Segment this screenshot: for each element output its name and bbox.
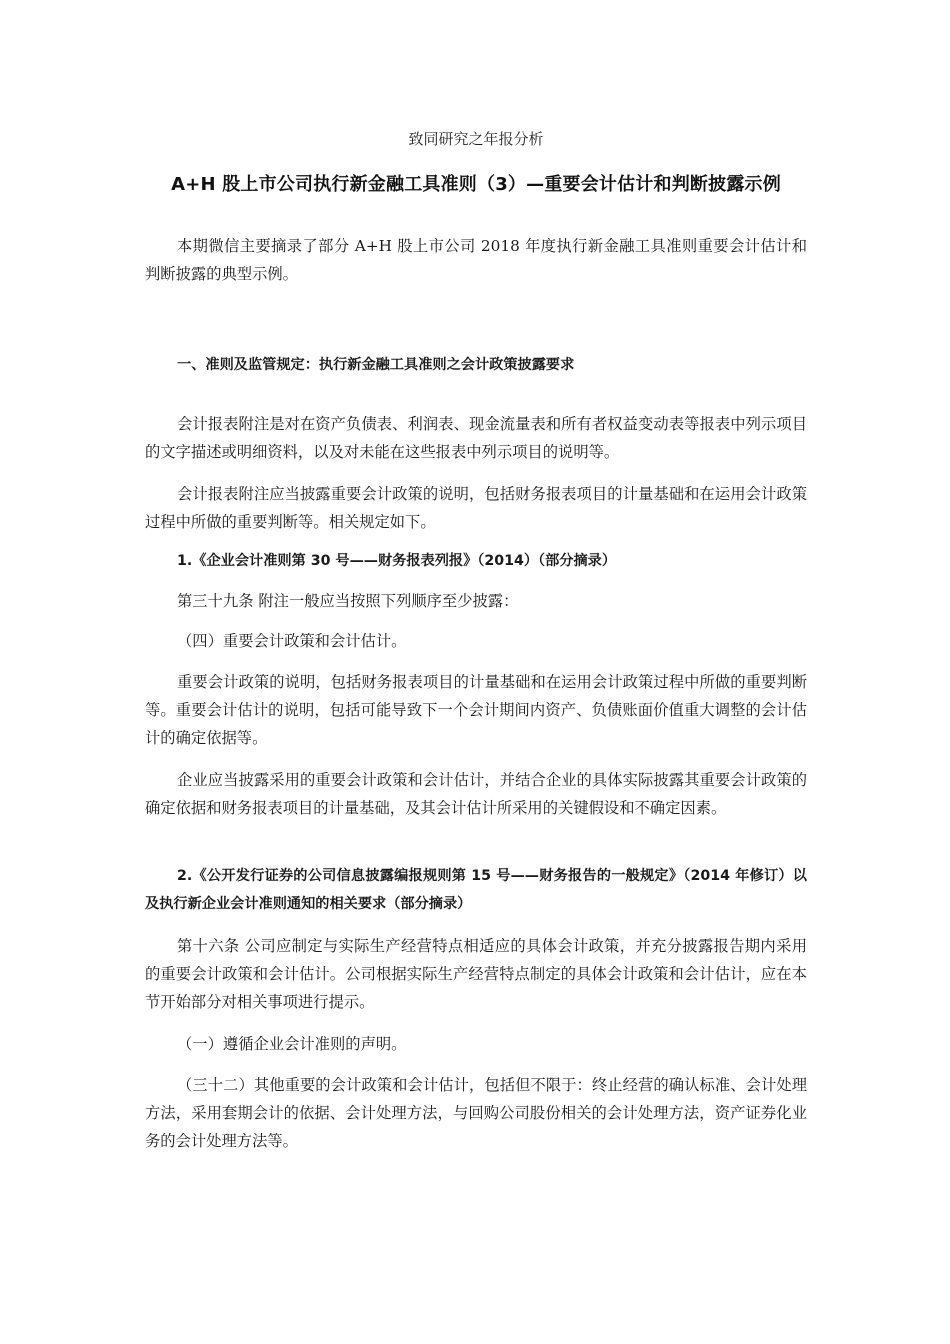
rule1-item: （四）重要会计政策和会计估计。 bbox=[177, 632, 407, 650]
rule2-article-block bbox=[145, 932, 807, 1016]
rule1-item-block bbox=[145, 627, 807, 655]
rule1-para2-block bbox=[145, 766, 807, 822]
section1-heading: 一、准则及监管规定：执行新金融工具准则之会计政策披露要求 bbox=[177, 357, 575, 373]
intro-paragraph: 本期微信主要摘录了部分 A+H 股上市公司 2018 年度执行新金融工具准则重要会计估计和判断披露的典型示例。 bbox=[145, 237, 807, 283]
section1-paragraph-1: 会计报表附注是对在资产负债表、利润表、现金流量表和所有者权益变动表等报表中列示项目的文字描述或明细资料，以及对未能在这些报表中列示项目的说明等。 bbox=[145, 415, 807, 461]
rule2-item-1: （一）遵循企业会计准则的声明。 bbox=[177, 1035, 407, 1053]
section1-heading-block bbox=[145, 351, 807, 379]
rule2-heading-block bbox=[145, 862, 807, 918]
rule2-heading: 2.《公开发行证券的公司信息披露编报规则第 15 号——财务报告的一般规定》（2014 年修订）以及执行新企业会计准则通知的相关要求（部分摘录） bbox=[145, 868, 807, 912]
rule1-heading-block bbox=[145, 547, 807, 575]
section1-para1-block bbox=[145, 410, 807, 466]
rule1-paragraph-1: 重要会计政策的说明，包括财务报表项目的计量基础和在运用会计政策过程中所做的重要判断等。重要会计估计的说明，包括可能导致下一个会计期间内资产、负债账面价值重大调整的会计估计的确定依据等。 bbox=[145, 673, 807, 747]
rule1-article: 第三十九条 附注一般应当按照下列顺序至少披露： bbox=[177, 592, 519, 610]
section1-para2-block bbox=[145, 480, 807, 536]
rule2-item32-block bbox=[145, 1071, 807, 1155]
rule2-article: 第十六条 公司应制定与实际生产经营特点相适应的具体会计政策，并充分披露报告期内采用的重要会计政策和会计估计。公司根据实际生产经营特点制定的具体会计政策和会计估计，应在本节开始部分对相关事项进行提示。 bbox=[145, 937, 807, 1011]
rule1-para1-block bbox=[145, 668, 807, 752]
rule2-item-32: （三十二）其他重要的会计政策和会计估计，包括但不限于：终止经营的确认标准、会计处理方法，采用套期会计的依据、会计处理方法，与回购公司股份相关的会计处理方法，资产证券化业务的会计处理方法等。 bbox=[145, 1076, 807, 1150]
section1-paragraph-2: 会计报表附注应当披露重要会计政策的说明，包括财务报表项目的计量基础和在运用会计政策过程中所做的重要判断等。相关规定如下。 bbox=[145, 485, 807, 531]
intro-block bbox=[145, 232, 807, 288]
rule2-item1-block bbox=[145, 1030, 807, 1058]
document-subtitle: 致同研究之年报分析 bbox=[408, 130, 544, 148]
document-title: A+H 股上市公司执行新金融工具准则（3）—重要会计估计和判断披露示例 bbox=[171, 174, 781, 195]
rule1-heading: 1.《企业会计准则第 30 号——财务报表列报》（2014）（部分摘录） bbox=[177, 553, 617, 569]
rule1-article-block bbox=[145, 587, 807, 615]
rule1-paragraph-2: 企业应当披露采用的重要会计政策和会计估计，并结合企业的具体实际披露其重要会计政策的确定依据和财务报表项目的计量基础，及其会计估计所采用的关键假设和不确定因素。 bbox=[145, 771, 807, 817]
